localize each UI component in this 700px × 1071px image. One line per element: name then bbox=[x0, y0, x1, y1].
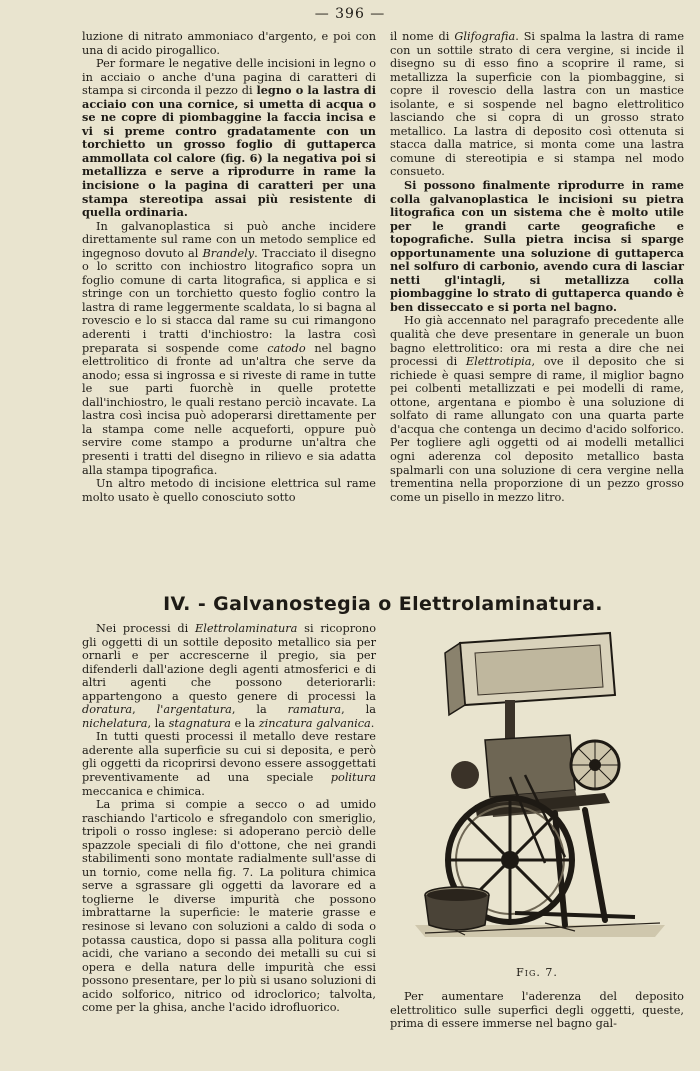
column-top-right bbox=[390, 30, 684, 504]
paragraph: il nome di Glifografia. Si spalma la lastra di rame con un sottile strato di cera vergine, si incide il disegno su di esso fino a scoprire il rame, si metallizza la superficie con la piombaggine, si copre il rovescio della lastra con un mastice isolante, e si sospende nel bagno elettrolitico lasciando che si copra di un grosso strato metallico. La lastra di deposito così ottenuta si stacca dalla matrice, si monta come una lastra comune di stereotipia e si stampa nel modo consueto. bbox=[390, 30, 685, 179]
paragraph: Per formare le negative delle incisioni in legno o in acciaio o anche d'una pagina di caratteri di stampa si circonda il pezzo di legno o la lastra di acciaio con una cornice, si umetta di acqua o se ne copre di piombaggine la faccia incisa e vi si preme contro gradatamente con un torchietto un grosso foglio di guttaperca ammollata col calore (fig. 6) la negativa poi si metallizza e serve a riprodurre in rame la incisione o la pagina di caratteri per una stampa stereotipa assai più resistente di quella ordinaria. bbox=[82, 57, 376, 220]
paragraph: Per aumentare l'aderenza del deposito elettrolitico sulle superfici degli oggetti, queste, prima di essere immerse nel bagno gal- bbox=[390, 990, 684, 1031]
paragraph: Ho già accennato nel paragrafo precedente alle qualità che deve presentare in generale un buon bagno elettrolitico: ora mi resta a dire che nei processi di Elettrotipia, ove il deposito che si richiede è quasi sempre di rame, il miglior bagno pei colbenti metallizzati e pei modelli di rame, ottone, argentana e piombo è una soluzione di solfato di rame allungato con una quarta parte d'acqua che contenga un decimo d'acido solforico. Per togliere agli oggetti od ai modelli metallici ogni aderenza col deposito metallico basta spalmarli con una soluzione di cera vergine nella trementina nella proporzione di un pezzo grosso come un pisello in mezzo litro. bbox=[390, 314, 684, 504]
paragraph: In tutti questi processi il metallo deve restare aderente alla superficie su cui si deposita, e però gli oggetti da ricoprirsi devono essere assoggettati preventivamente ad una speciale politura meccanica e chimica. bbox=[82, 730, 376, 798]
page-number: — 396 — bbox=[314, 6, 386, 22]
paragraph: luzione di nitrato ammoniaco d'argento, e poi con una di acido pirogallico. bbox=[82, 30, 376, 57]
column-bottom-right bbox=[390, 990, 684, 1031]
figure-polishing-lathe bbox=[405, 625, 675, 960]
section-title: IV. - Galvanostegia o Elettrolaminatura. bbox=[163, 593, 603, 615]
paragraph: Si possono finalmente riprodurre in rame colla galvanoplastica le incisioni su pietra litografica con un sistema che è molto utile per le grandi carte geografiche e topografiche. Sulla pietra incisa si sparge opportunamente una soluzione di guttaperca nel solfuro di carbonio, avendo cura di lasciar netti gl'intagli, si metallizza colla piombaggine lo strato di guttaperca quando è ben disseccato e si porta nel bagno. bbox=[390, 178, 684, 314]
column-top-left bbox=[82, 30, 376, 504]
paragraph: Un altro metodo di incisione elettrica sul rame molto usato è quello conosciuto sotto bbox=[82, 477, 376, 504]
column-bottom-left bbox=[82, 622, 376, 1015]
figure-caption: Fig. 7. bbox=[516, 966, 558, 979]
paragraph: La prima si compie a secco o ad umido raschiando l'articolo e sfregandolo con smeriglio, tripoli o rosso inglese: si adoperano perciò delle spazzole speciali di filo d'ottone, che nei grandi stabilimenti sono montate radialmente sull'asse di un tornio, come nella fig. 7. La politura chimica serve a sgrassare gli oggetti da lavorare ed a toglierne le diverse impurità che possono imbrattarne la superficie: le materie grasse e resinose si levano con soluzioni a caldo di soda o potassa caustica, dopo si passa alla politura cogli acidi, che variano a secondo dei metalli su cui si opera e della natura delle impurità che essi possono presentare, per lo più si usano soluzioni di acido solforico, nitrico od idroclorico; talvolta, come per la ghisa, anche l'acido idrofluorico. bbox=[82, 798, 376, 1015]
paragraph: Nei processi di Elettrolaminatura si ricoprono gli oggetti di un sottile deposito metallico sia per ornarli e per accrescerne il pregio, sia per difenderli dall'azione degli agenti atmosferici e di altri agenti che possono deteriorarli: appartengono a questo genere di processi la doratura, l'argentatura, la ramatura, la nichelatura, la stagnatura e la zincatura galvanica. bbox=[82, 622, 377, 730]
paragraph: In galvanoplastica si può anche incidere direttamente sul rame con un metodo semplice ed ingegnoso dovuto al Brandely. Tracciato il disegno o lo scritto con inchiostro litografico sopra un foglio comune di carta litografica, si applica e si stringe con un torchietto questo foglio contro la lastra di rame leggermente scaldata, lo si bagna al rovescio e lo si stacca dal rame su cui rimangono aderenti i tratti d'inchiostro: la lastra così preparata si sospende come catodo nel bagno elettrolitico di fronte ad un'altra che serve da anodo; essa si ingrossa e si riveste di rame in tutte le sue parti fuorchè in quelle protette dall'inchiostro, le quali restano perciò incavate. La lastra così incisa può adoperarsi direttamente per la stampa come nelle acqueforti, oppure può servire come stampo a produrne un'altra che presenti i tratti del disegno in rilievo e sia adatta alla stampa tipografica. bbox=[82, 219, 376, 477]
polishing-lathe-illustration bbox=[405, 625, 675, 960]
